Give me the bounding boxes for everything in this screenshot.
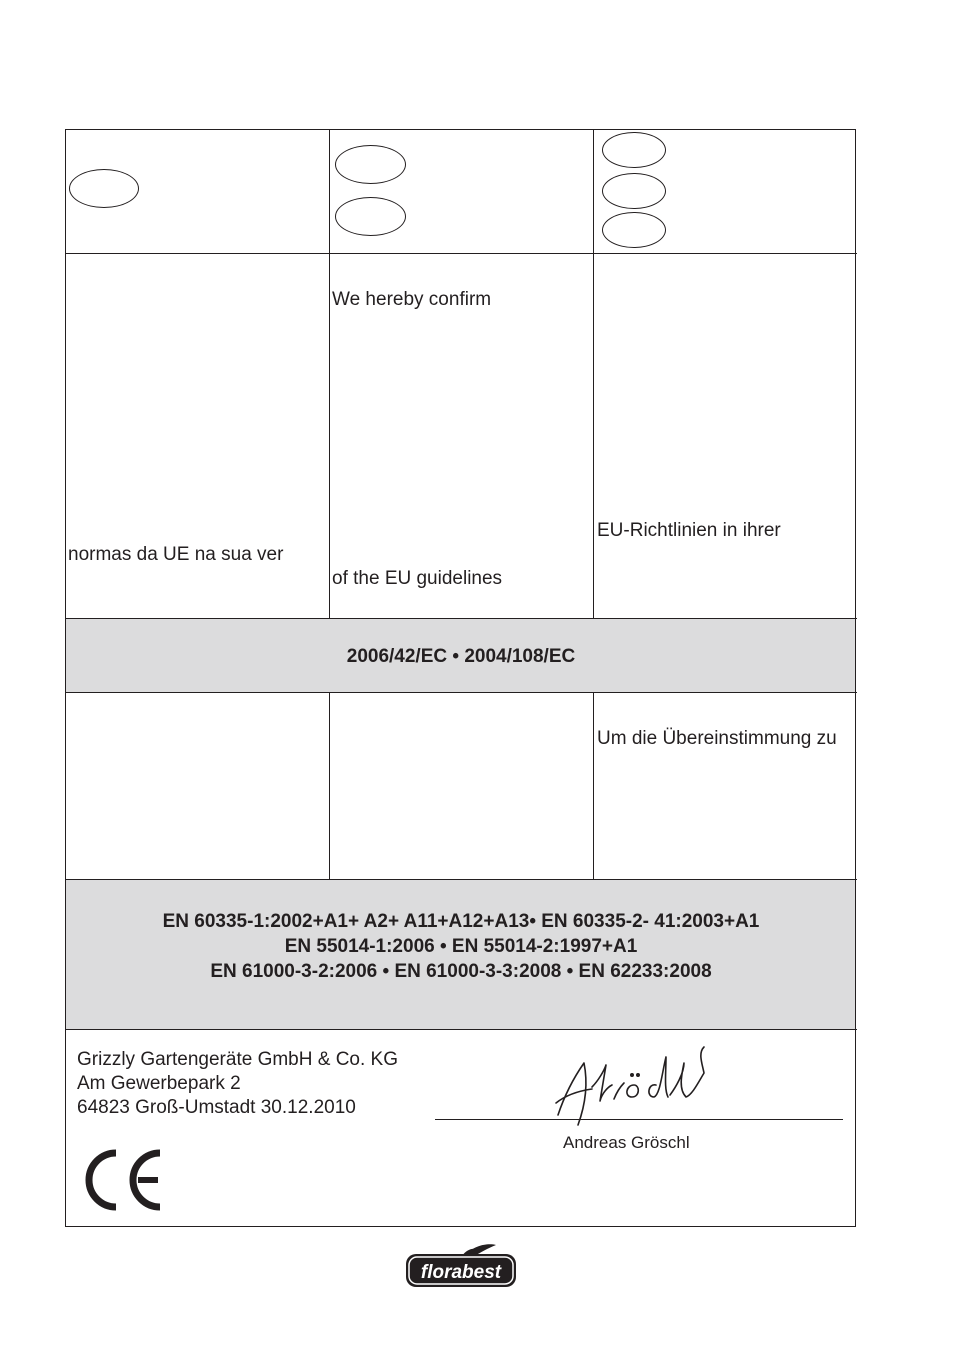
florabest-logo xyxy=(404,1242,518,1290)
company-street: Am Gewerbepark 2 xyxy=(77,1073,241,1094)
company-city-date: 64823 Groß-Umstadt 30.12.2010 xyxy=(77,1097,356,1118)
right-conformity-text: Um die Übereinstimmung zu xyxy=(597,728,837,749)
row-divider xyxy=(65,1029,857,1030)
directives-text: 2006/42/EC • 2004/108/EC xyxy=(346,646,576,667)
language-oval xyxy=(602,132,666,168)
language-oval xyxy=(335,197,406,236)
column-divider xyxy=(329,692,330,879)
standards-line-1: EN 60335-1:2002+A1+ A2+ A11+A12+A13• EN 60335-2- 41:2003+A1 xyxy=(162,911,760,932)
column-divider xyxy=(593,129,594,618)
row-divider xyxy=(65,879,857,880)
left-confirm-end: normas da UE na sua ver xyxy=(68,544,284,565)
svg-text:florabest: florabest xyxy=(420,1262,502,1283)
company-name: Grizzly Gartengeräte GmbH & Co. KG xyxy=(77,1049,398,1070)
signature xyxy=(548,1043,713,1128)
row-divider xyxy=(65,618,857,619)
language-oval xyxy=(602,212,666,248)
ce-mark-icon xyxy=(80,1147,164,1213)
column-divider xyxy=(593,692,594,879)
language-oval xyxy=(69,169,139,208)
company-address xyxy=(77,1048,398,1120)
column-divider xyxy=(329,129,330,618)
row-divider xyxy=(65,692,857,693)
middle-confirm-start: We hereby confirm xyxy=(332,289,492,310)
middle-confirm-end: of the EU guidelines xyxy=(332,568,503,589)
language-oval xyxy=(602,173,666,209)
signature-line xyxy=(435,1119,843,1120)
standards-line-2: EN 55014-1:2006 • EN 55014-2:1997+A1 xyxy=(284,936,638,957)
row-divider xyxy=(65,253,857,254)
standards-line-3: EN 61000-3-2:2006 • EN 61000-3-3:2008 • EN 62233:2008 xyxy=(210,961,712,982)
right-confirm-end: EU-Richtlinien in ihrer xyxy=(597,520,781,541)
signer-name: Andreas Gröschl xyxy=(563,1133,690,1152)
language-oval xyxy=(335,145,406,184)
